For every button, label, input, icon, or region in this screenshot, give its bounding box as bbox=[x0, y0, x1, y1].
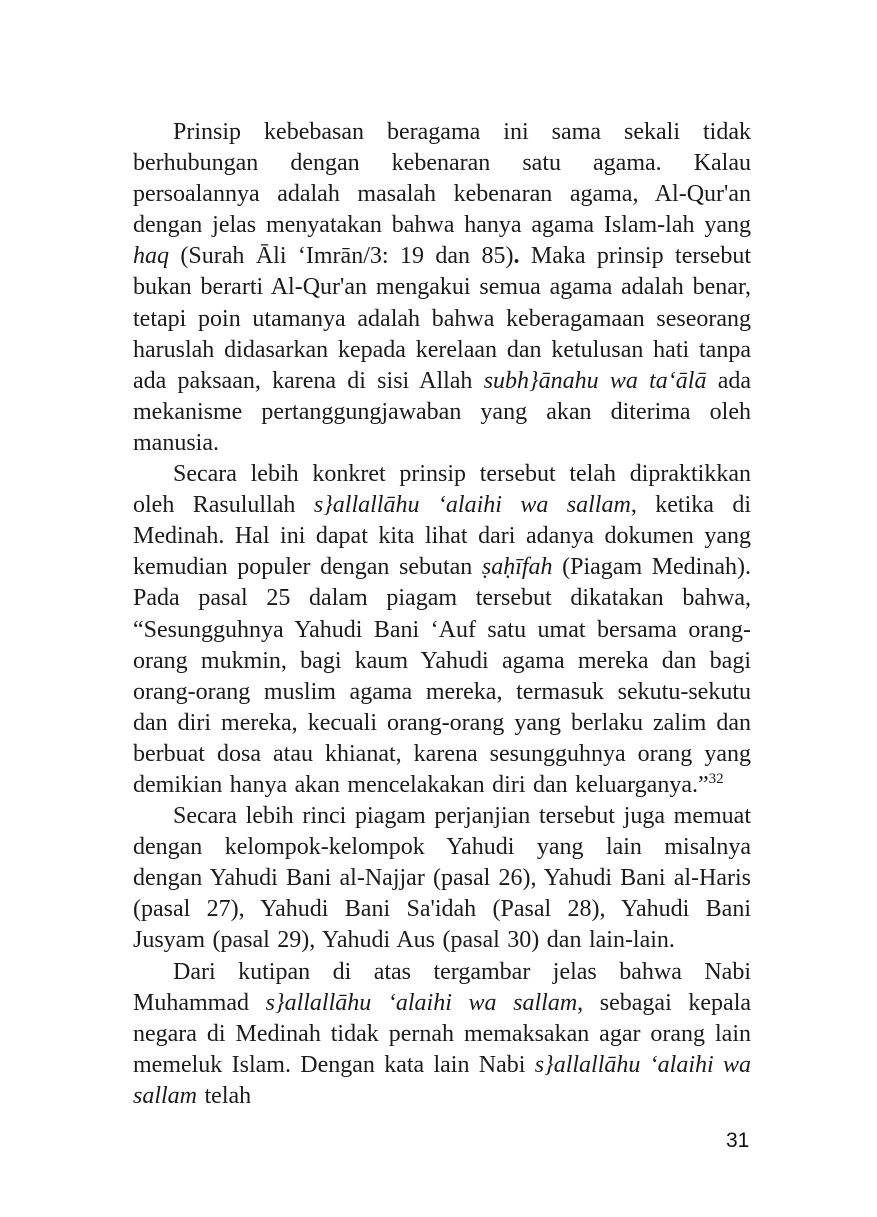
footnote-marker: 32 bbox=[708, 770, 724, 787]
text-run: ada mekanisme pertanggungjawaban yang akan diterima oleh manusia. bbox=[133, 367, 751, 456]
text-run: . bbox=[513, 243, 520, 270]
text-run: Dari kutipan di atas tergambar jelas bahwa Nabi Muhammad bbox=[133, 958, 751, 1016]
text-run: s}allallāhu ‘alaihi wa sallam bbox=[265, 989, 578, 1016]
text-run: , ketika di Medinah. Hal ini dapat kita lihat dari adanya dokumen yang kemudian populer dengan sebutan bbox=[133, 492, 752, 581]
text-run: Maka prinsip tersebut bukan berarti Al-Qur'an mengakui semua agama adalah benar, tetapi poin utamanya adalah bahwa keberagamaan seseorang haruslah didasarkan kepada kerelaan dan ketulusan hati tanpa ada paksaan, karena di sisi Allah bbox=[133, 243, 751, 394]
text-run: (Piagam Medinah). Pada pasal 25 dalam piagam tersebut dikatakan bahwa, “Sesungguhnya Yahudi Bani ‘Auf satu umat bersama orang-orang mukmin, bagi kaum Yahudi agama mereka dan bagi orang-orang muslim agama mereka, termasuk sekutu-sekutu dan diri mereka, kecuali orang-orang yang berlaku zalim dan berbuat dosa atau khianat, karena sesungguhnya orang yang demikian hanya akan mencelakakan diri dan keluarganya.” bbox=[133, 554, 751, 798]
text-run: s}allallāhu ‘alaihi wa sallam bbox=[133, 1051, 751, 1109]
paragraph bbox=[133, 801, 751, 956]
text-run: haq bbox=[133, 243, 169, 270]
paragraph bbox=[133, 957, 751, 1112]
text-run: telah bbox=[197, 1082, 252, 1109]
text-run: s}allallāhu ‘alaihi wa sallam bbox=[313, 492, 631, 519]
paragraph bbox=[133, 117, 751, 459]
text-run: (Surah Āli ‘Imrān/3: 19 dan 85) bbox=[169, 243, 514, 270]
body-text bbox=[133, 117, 751, 1112]
text-run: Secara lebih konkret prinsip tersebut telah dipraktikkan oleh Rasulullah bbox=[133, 461, 751, 519]
text-run: Prinsip kebebasan beragama ini sama sekali tidak berhubungan dengan kebenaran satu agama. Kalau persoalannya adalah masalah kebenaran agama, Al-Qur'an dengan jelas menyatakan bahwa hanya agama Islam-lah yang bbox=[133, 119, 751, 239]
text-run: ṣaḥīfah bbox=[481, 554, 553, 581]
text-run: subh}ānahu wa ta‘ālā bbox=[483, 367, 707, 394]
page-number: 31 bbox=[726, 1129, 750, 1152]
text-run: Secara lebih rinci piagam perjanjian tersebut juga memuat dengan kelompok-kelompok Yahudi yang lain misalnya dengan Yahudi Bani al-Najjar (pasal 26), Yahudi Bani al-Haris (pasal 27), Yahudi Bani Sa'idah (Pasal 28), Yahudi Bani Jusyam (pasal 29), Yahudi Aus (pasal 30) dan lain-lain. bbox=[133, 803, 751, 954]
paragraph bbox=[133, 459, 751, 801]
text-run: , sebagai kepala negara di Medinah tidak pernah memaksakan agar orang lain memeluk Islam. Dengan kata lain Nabi bbox=[133, 989, 752, 1078]
